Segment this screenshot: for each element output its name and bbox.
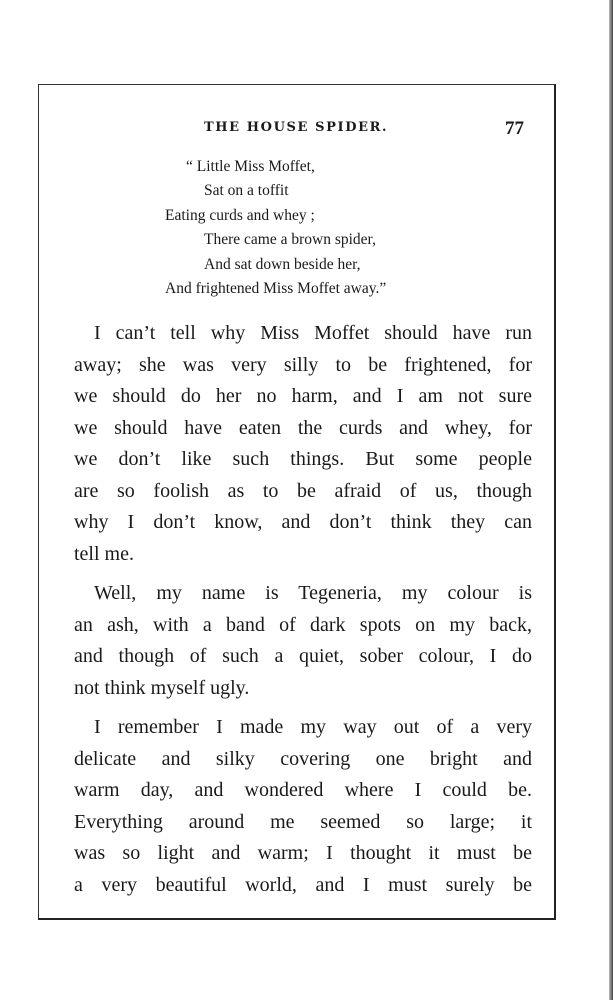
text-line: warm day, and wondered where I could be. [74,779,532,801]
verse-line: And sat down beside her, [204,256,361,273]
text-line: Everything around me seemed so large; it [74,810,532,833]
verse-line: And frightened Miss Moffet away.” [165,280,387,297]
text-line: not think myself ugly. [74,676,250,699]
page-edge-shadow [609,0,613,1000]
text-line: away; she was very silly to be frightened, for [74,353,532,376]
text-line: Well, my name is Tegeneria, my colour is [94,582,532,604]
text-line: are so foolish as to be afraid of us, though [74,479,532,502]
verse-line: There came a brown spider, [204,231,376,248]
verse-line: Eating curds and whey ; [165,207,315,224]
text-line: I remember I made my way out of a very [94,716,532,738]
text-line: delicate and silky covering one bright and [74,747,532,770]
verse-line: “ Little Miss Moffet, [186,158,315,175]
verse-line: Sat on a toffit [204,182,289,199]
running-head [0,118,613,142]
text-line: was so light and warm; I thought it must be [74,842,532,864]
running-title: THE HOUSE SPIDER. [204,120,389,135]
text-line: and though of such a quiet, sober colour, I do [74,645,532,667]
text-line: tell me. [74,542,134,565]
text-line: an ash, with a band of dark spots on my back, [74,613,532,636]
text-line: why I don’t know, and don’t think they can [74,511,532,533]
paragraph-3 [74,712,532,901]
body-text [74,318,532,909]
text-line: we don’t like such things. But some people [74,448,532,470]
paragraph-2 [74,578,532,704]
text-line: we should have eaten the curds and whey, for [74,416,532,439]
paragraph-1 [74,318,532,570]
text-line: a very beautiful world, and I must surely be [74,873,532,896]
text-line: I can’t tell why Miss Moffet should have run [94,322,532,344]
page-number: 77 [505,118,524,139]
text-line: we should do her no harm, and I am not sure [74,385,532,407]
